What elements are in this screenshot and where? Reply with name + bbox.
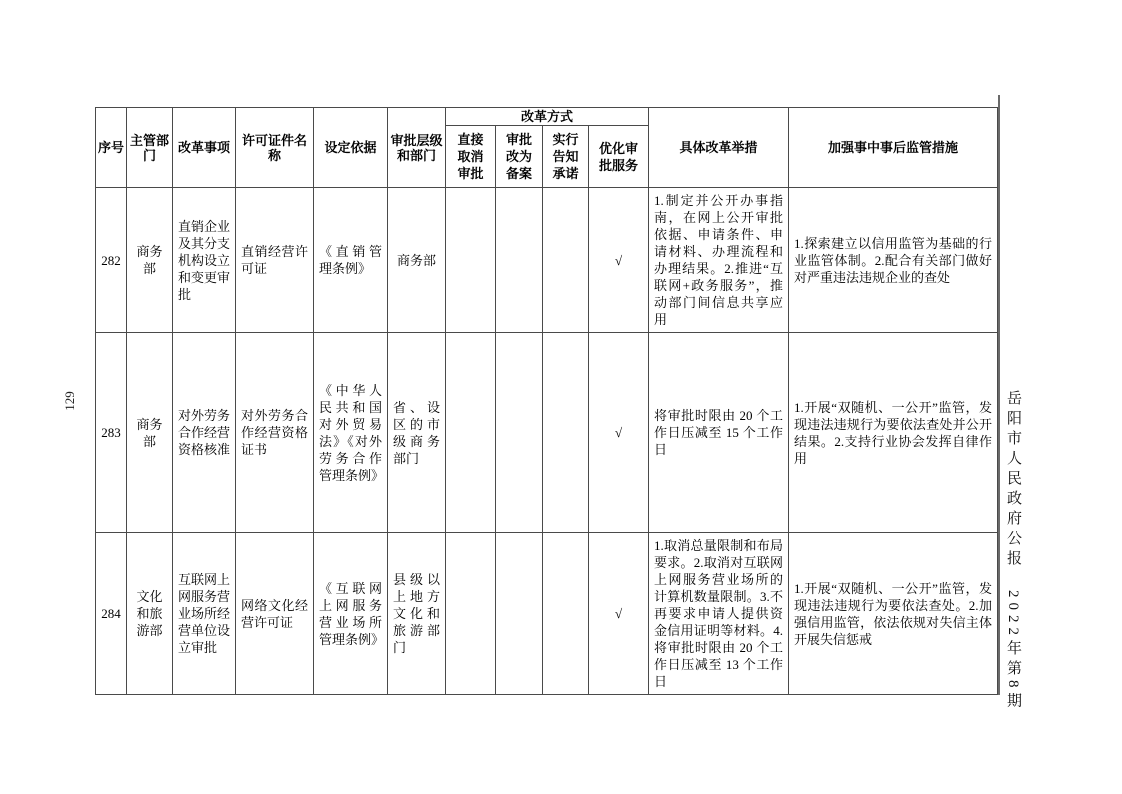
- cell-cancel: [446, 188, 496, 333]
- cell-dept: 文化和旅游部: [127, 533, 173, 695]
- cell-promise: [543, 188, 589, 333]
- journal-title-vertical: 岳阳市人民政府公报 2022年第8期: [1005, 390, 1021, 713]
- cell-basis: 《中华人民共和国对外贸易法》《对外劳务合作管理条例》: [314, 333, 388, 533]
- cell-promise: [543, 333, 589, 533]
- cell-item: 直销企业及其分支机构设立和变更审批: [173, 188, 236, 333]
- cell-basis: 《互联网上网服务营业场所管理条例》: [314, 533, 388, 695]
- optimize-checkmark: √: [589, 188, 649, 333]
- page-edge-rule: [998, 95, 1000, 695]
- cell-basis: 《直销管理条例》: [314, 188, 388, 333]
- col-header-dept: 主管部门: [127, 108, 173, 188]
- cell-record: [496, 333, 543, 533]
- col-header-optimize: 优化审批服务: [589, 126, 649, 188]
- cell-item: 互联网上网服务营业场所经营单位设立审批: [173, 533, 236, 695]
- cell-measures: 1.取消总量限制和布局要求。2.取消对互联网上网服务营业场所的计算机数量限制。3.不再要求申请人提供资金信用证明等材料。4.将审批时限由 20 个工作日压减至 13 个工作日: [649, 533, 789, 695]
- cell-supervision: 1.开展“双随机、一公开”监管，发现违法违规行为要依法查处并公开结果。2.支持行业协会发挥自律作用: [789, 333, 998, 533]
- cell-supervision: 1.探索建立以信用监管为基础的行业监管体制。2.配合有关部门做好对严重违法违规企业的查处: [789, 188, 998, 333]
- col-header-supervision: 加强事中事后监管措施: [789, 108, 998, 188]
- cell-no: 282: [96, 188, 127, 333]
- col-header-promise: 实行告知承诺: [543, 126, 589, 188]
- col-header-level: 审批层级和部门: [388, 108, 446, 188]
- cell-record: [496, 188, 543, 333]
- cell-dept: 商务部: [127, 333, 173, 533]
- cell-cancel: [446, 333, 496, 533]
- cell-level: 省、设区的市级商务部门: [388, 333, 446, 533]
- page-number: 129: [62, 391, 77, 411]
- table-row: [96, 333, 998, 533]
- cell-no: 284: [96, 533, 127, 695]
- cell-license: 对外劳务合作经营资格证书: [236, 333, 314, 533]
- cell-dept: 商务部: [127, 188, 173, 333]
- cell-record: [496, 533, 543, 695]
- col-header-no: 序号: [96, 108, 127, 188]
- cell-no: 283: [96, 333, 127, 533]
- col-header-record: 审批改为备案: [496, 126, 543, 188]
- cell-measures: 将审批时限由 20 个工作日压减至 15 个工作日: [649, 333, 789, 533]
- cell-license: 网络文化经营许可证: [236, 533, 314, 695]
- optimize-checkmark: √: [589, 533, 649, 695]
- cell-level: 商务部: [388, 188, 446, 333]
- cell-item: 对外劳务合作经营资格核准: [173, 333, 236, 533]
- cell-cancel: [446, 533, 496, 695]
- col-header-cancel: 直接取消审批: [446, 126, 496, 188]
- table-row: [96, 533, 998, 695]
- col-header-license: 许可证件名称: [236, 108, 314, 188]
- cell-measures: 1.制定并公开办事指南，在网上公开审批依据、申请条件、申请材料、办理流程和办理结果。2.推进“互联网+政务服务”，推动部门间信息共享应用: [649, 188, 789, 333]
- cell-license: 直销经营许可证: [236, 188, 314, 333]
- col-header-item: 改革事项: [173, 108, 236, 188]
- header-row-top: [96, 108, 998, 126]
- optimize-checkmark: √: [589, 333, 649, 533]
- col-header-basis: 设定依据: [314, 108, 388, 188]
- cell-level: 县级以上地方文化和旅游部门: [388, 533, 446, 695]
- cell-supervision: 1.开展“双随机、一公开”监管，发现违法违规行为要依法查处。2.加强信用监管，依法依规对失信主体开展失信惩戒: [789, 533, 998, 695]
- table-row: [96, 188, 998, 333]
- cell-promise: [543, 533, 589, 695]
- reform-items-table: [95, 107, 998, 695]
- col-header-method-group: 改革方式: [446, 108, 649, 126]
- col-header-measures: 具体改革举措: [649, 108, 789, 188]
